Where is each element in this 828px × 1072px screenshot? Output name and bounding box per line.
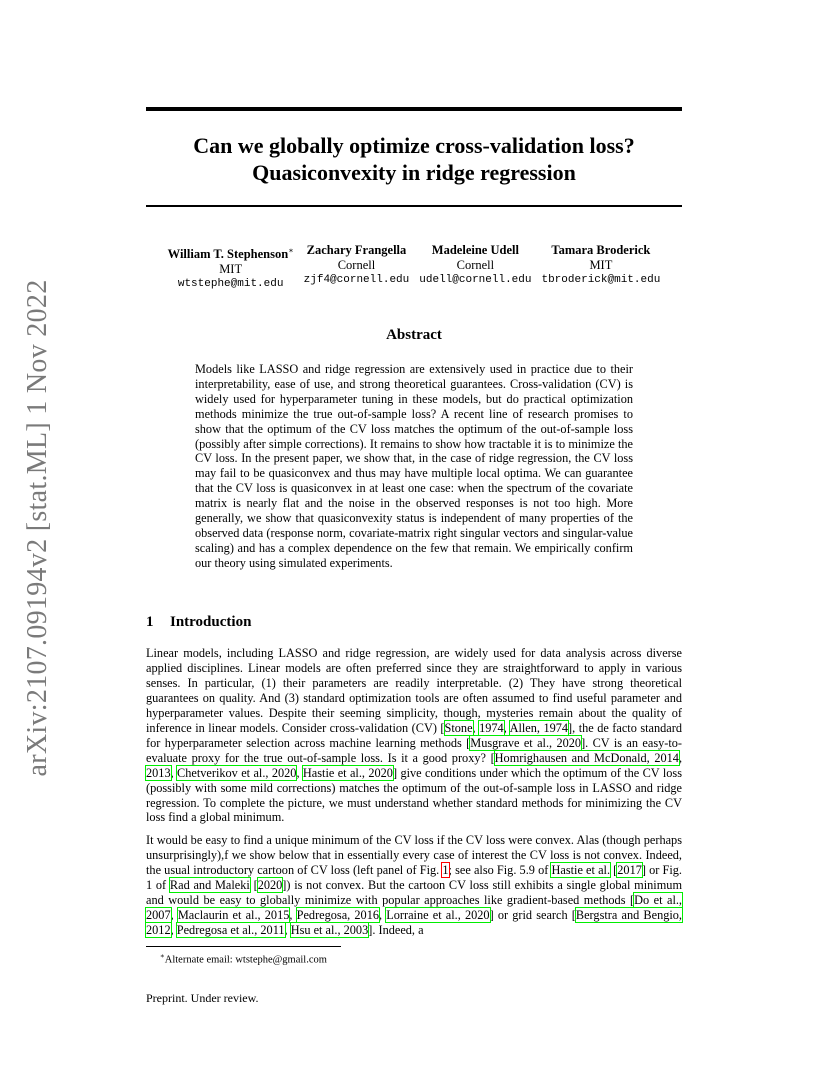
citation-separator: , — [170, 765, 178, 780]
figure-reference-link[interactable]: 1 — [442, 862, 449, 877]
citation-link[interactable]: 1974 — [479, 720, 504, 735]
footnote — [160, 950, 327, 967]
paragraph-text: ; see also Fig. 5.9 of — [448, 862, 552, 877]
section-number: 1 — [146, 614, 154, 630]
author-broderick — [536, 243, 665, 292]
footnote-rule — [146, 946, 341, 947]
citation-link[interactable]: Lorraine et al., 2020 — [386, 907, 490, 922]
section-heading-introduction — [146, 614, 251, 631]
citation-link[interactable]: 2013 — [146, 765, 171, 780]
author-frangella — [299, 243, 415, 292]
citation-separator: , — [170, 907, 178, 922]
citation-link[interactable]: Allen, 1974 — [509, 720, 569, 735]
paragraph-text: ]. Indeed, a — [368, 922, 424, 937]
paragraph-text: ]) is not convex. But the cartoon CV loss still exhibits a single global minimum and would be easy to globally minimize with popular approaches like gradient-based methods [ — [146, 877, 683, 907]
footnote-text: Alternate email: wtstephe@gmail.com — [164, 954, 327, 966]
author-affiliation: Cornell — [337, 258, 376, 272]
arxiv-identifier: arXiv:2107.09194v2 [stat.ML] 1 Nov 2022 — [22, 279, 53, 777]
title-rule-bottom — [146, 205, 682, 207]
author-stephenson — [163, 243, 299, 292]
author-affiliation: MIT — [589, 258, 613, 272]
citation-link[interactable]: Hsu et al., 2003 — [290, 922, 369, 937]
citation-link[interactable]: Musgrave et al., 2020 — [470, 735, 582, 750]
title-line-2: Quasiconvexity in ridge regression — [252, 160, 576, 185]
footnote-mark: ∗ — [288, 246, 294, 255]
title-line-1: Can we globally optimize cross-validation loss? — [193, 133, 635, 158]
abstract-text: Models like LASSO and ridge regression are extensively used in practice due to their interpretability, ease of use, and strong theoretical guarantees. Cross-validation (CV) is widely used for hyperparameter tuning in these models, but do practical optimization methods minimize the true out-of-sample loss? A recent line of research promises to show that the optimum of the CV loss matches the optimum of the out-of-sample loss (possibly after simple corrections). It remains to show how tractable it is to minimize the CV loss. In the present paper, we show that, in the case of ridge regression, the CV loss may fail to be quasiconvex and thus may have multiple local optima. We can guarantee that the CV loss is quasiconvex in at least one case: when the spectrum of the covariate matrix is nearly flat and the noise in the observed responses is not too high. More generally, we show that quasiconvexity status is independent of many properties of the observed data (response norm, covariate-matrix right singular vectors and singular-value scaling) and has a complex dependence on the few that remain. We empirically confirm our theory using simulated experiments. — [195, 362, 633, 570]
intro-paragraph-2 — [146, 833, 682, 938]
author-name: Zachary Frangella — [306, 243, 407, 257]
author-email[interactable]: zjf4@cornell.edu — [303, 274, 410, 286]
paragraph-text: ] or Fig. 1 of — [146, 862, 682, 892]
abstract-heading: Abstract — [386, 327, 442, 343]
section-title: Introduction — [170, 614, 252, 630]
citation-separator: , — [503, 720, 510, 735]
author-email[interactable]: wtstephe@mit.edu — [177, 278, 284, 291]
citation-link[interactable]: Stone — [444, 720, 473, 735]
author-email[interactable]: udell@cornell.edu — [419, 274, 532, 286]
author-affiliation: Cornell — [456, 258, 495, 272]
author-udell — [414, 243, 536, 292]
author-name: Tamara Broderick — [551, 243, 651, 257]
paragraph-text: ], the de facto standard for hyperparameter selection across machine learning methods [ — [146, 720, 682, 750]
citation-separator: , — [170, 922, 177, 937]
title-rule-top — [146, 107, 682, 111]
arxiv-sidebar — [18, 279, 58, 777]
citation-separator: , — [289, 907, 297, 922]
citation-link[interactable]: Homrighausen and McDonald, 2014 — [494, 750, 679, 765]
citation-separator: , — [284, 922, 291, 937]
citation-link[interactable]: 2017 — [617, 862, 642, 877]
citation-link[interactable]: Bergstra and Bengio, 2012 — [146, 907, 683, 937]
citation-link[interactable]: Pedregosa et al., 2011 — [176, 922, 285, 937]
citation-link[interactable]: Hastie et al. — [551, 862, 611, 877]
paragraph-text: ]. CV is an easy-to-evaluate proxy for the true out-of-sample loss. Is it a good proxy? [ — [146, 735, 683, 765]
author-name: William T. Stephenson — [167, 247, 289, 262]
citation-separator: , — [296, 765, 303, 780]
author-affiliation: MIT — [219, 262, 243, 277]
citation-separator: , — [472, 720, 480, 735]
citation-link[interactable]: Chetverikov et al., 2020 — [177, 765, 297, 780]
author-name: Madeleine Udell — [431, 243, 519, 257]
paragraph-text: [ — [610, 862, 618, 877]
intro-paragraph-1 — [146, 646, 682, 825]
paragraph-text: It would be easy to find a unique minimum of the CV loss if the CV loss were convex. Alas (though perhaps unsurprisingly),f we show below that in essentially every case of interest the CV loss is not convex. Indeed, the usual introductory cartoon of CV loss (left panel of Fig. — [146, 833, 682, 877]
paragraph-text: ] give conditions under which the optimum of the CV loss (possibly with some mild corrections) matches the optimum of the out-of-sample loss in LASSO and ridge regression. To complete the picture, we must understand whether standard methods for minimizing the CV loss find a global minimum. — [146, 765, 682, 825]
footnote-mark: ∗ — [160, 952, 165, 960]
author-email[interactable]: tbroderick@mit.edu — [541, 274, 661, 286]
author-block — [146, 243, 682, 292]
citation-separator: , — [678, 750, 683, 765]
paragraph-text: Linear models, including LASSO and ridge regression, are widely used for data analysis across diverse applied disciplines. Linear models are often preferred since they are straightforward to apply in various senses. In particular, (1) their parameters are readily interpretable. (2) They have strong theoretical guarantees on quality. And (3) standard optimization tools are often assumed to find useful parameter and hyperparameter values. Despite their seeming simplicity, though, mysteries remain about the quality of inference in linear models. Consider cross-validation (CV) [ — [146, 646, 682, 735]
citation-link[interactable]: Maclaurin et al., 2015 — [177, 907, 290, 922]
citation-link[interactable]: Do et al., 2007 — [146, 892, 683, 922]
paper-title — [146, 132, 682, 186]
paragraph-text: ] or grid search [ — [489, 907, 576, 922]
citation-link[interactable]: 2020 — [257, 877, 283, 892]
preprint-notice: Preprint. Under review. — [146, 991, 259, 1005]
citation-separator: , — [379, 907, 387, 922]
citation-link[interactable]: Pedregosa, 2016 — [296, 907, 379, 922]
citation-link[interactable]: Rad and Maleki — [169, 877, 250, 892]
citation-link[interactable]: Hastie et al., 2020 — [302, 765, 393, 780]
paragraph-text: [ — [249, 877, 258, 892]
